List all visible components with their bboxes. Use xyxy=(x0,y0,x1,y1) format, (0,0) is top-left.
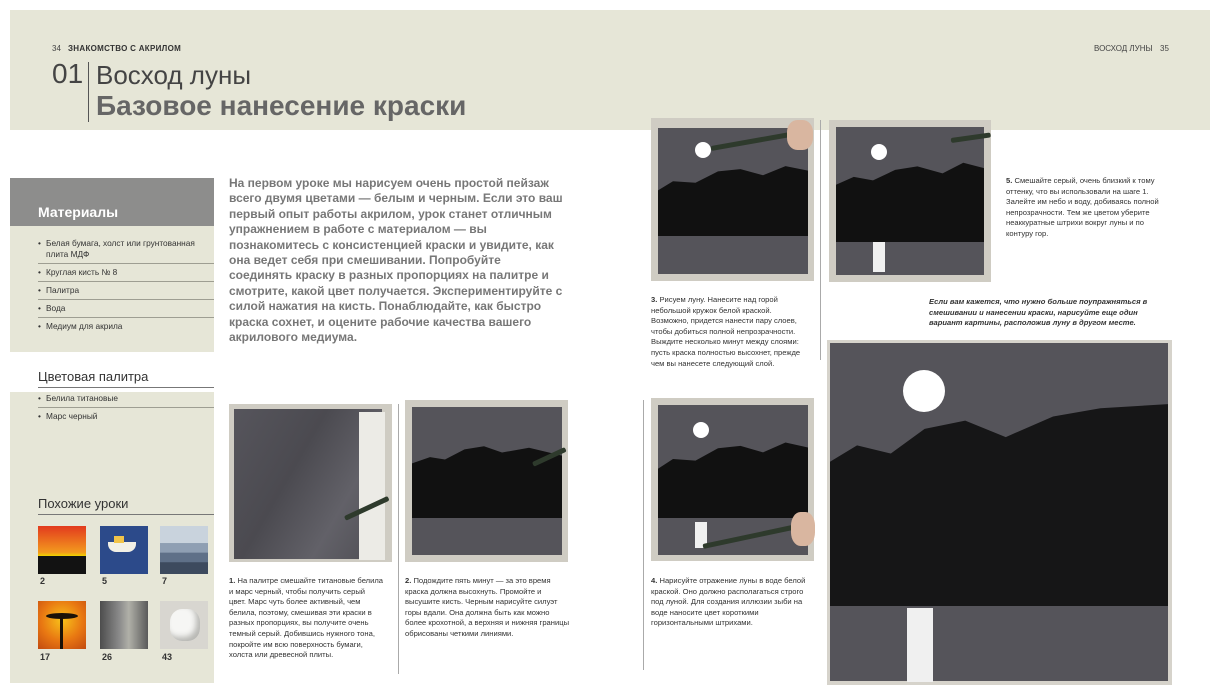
palette-list xyxy=(38,393,214,425)
moon xyxy=(871,144,887,160)
related-number: 2 xyxy=(40,576,46,586)
boat-thumb[interactable] xyxy=(100,526,148,574)
tip-text: Если вам кажется, что нужно больше поупражняться в смешивании и нанесении краски, нарисуйте еще один вариант картины, расположив луну в другом месте. xyxy=(929,297,1148,328)
column-divider xyxy=(643,400,644,670)
intro-text: На первом уроке мы нарисуем очень простой пейзаж всего двумя цветами — белым и черным. Если это ваш первый опыт работы акрилом, урок станет отличным упражнением в работе с материалом — вы познакомитесь с консистенцией краски и увидите, как она ведет себя при смешивании. Попробуйте соединять краску в разных пропорциях на палитре и смотрите, какой цвет получается. Экспериментируйте с силой нажатия на кисть. Понаблюдайте, как быстро краска сохнет, и оцените рабочие качества вашего акрилового медиума. xyxy=(229,176,563,345)
final-painting-photo xyxy=(827,340,1172,685)
related-number: 43 xyxy=(162,652,173,662)
moon xyxy=(903,370,945,412)
step-5-photo xyxy=(829,120,991,282)
lesson-number: 01 xyxy=(52,58,84,89)
white-object xyxy=(170,609,200,641)
related-rule xyxy=(38,514,214,515)
boat-cabin xyxy=(114,536,124,543)
left-running-head: ЗНАКОМСТВО С АКРИЛОМ xyxy=(68,44,182,53)
list-item: • Палитра xyxy=(38,282,214,300)
mountains-thumb[interactable] xyxy=(160,526,208,574)
list-item: • Медиум для акрила xyxy=(38,321,123,331)
hand xyxy=(787,120,813,150)
page-title: Восход луны xyxy=(96,60,252,90)
right-page-number: 35 xyxy=(1160,44,1169,53)
list-item: • Белая бумага, холст или грунтованная плита МДФ xyxy=(38,238,214,264)
title-divider xyxy=(88,62,89,122)
materials-list xyxy=(38,238,214,335)
acacia-tree-thumb[interactable] xyxy=(38,601,86,649)
step-3-caption: 3. Рисуем луну. Нанесите над горой небольшой кружок белой краской. Возможно, придется нанести пару слоев, чтобы добиться полной непрозрачности. Выждите несколько минут между слоями: пусть краска полностью высохнет, прежде чем вы нанесете следующий слой. xyxy=(651,295,801,368)
sunset-thumb[interactable] xyxy=(38,526,86,574)
moon-reflection xyxy=(873,242,885,272)
moon-reflection xyxy=(907,608,933,682)
left-page-number: 34 xyxy=(52,44,61,53)
step-2-photo xyxy=(405,400,568,562)
right-running-head: ВОСХОД ЛУНЫ xyxy=(1094,44,1153,53)
moon xyxy=(695,142,711,158)
list-item: • Круглая кисть № 8 xyxy=(38,264,214,282)
related-number: 7 xyxy=(162,576,168,586)
related-number: 26 xyxy=(102,652,113,662)
column-divider xyxy=(398,404,399,674)
boat-shape xyxy=(108,542,136,552)
tree-trunk xyxy=(60,617,63,649)
materials-title: Материалы xyxy=(38,204,119,220)
related-number: 17 xyxy=(40,652,51,662)
hand xyxy=(791,512,815,546)
list-item: • Вода xyxy=(38,300,214,318)
step-3-photo xyxy=(651,118,814,281)
still-life-thumb[interactable] xyxy=(160,601,208,649)
list-item: • Белила титановые xyxy=(38,393,214,408)
moon xyxy=(693,422,709,438)
page-subtitle: Базовое нанесение краски xyxy=(96,90,467,121)
column-divider xyxy=(820,120,821,360)
unpainted-edge xyxy=(359,412,385,560)
step-2-caption: 2. Подождите пять минут — за это время краска должна высохнуть. Промойте и высушите кисть. Черным нарисуйте силуэт горы вдали. Она должна быть как можно более крохотной, а верхняя и нижняя границы обрисованы четкими линиями. xyxy=(405,576,570,638)
street-thumb[interactable] xyxy=(100,601,148,649)
palette-rule xyxy=(38,387,214,388)
step-5-caption: 5. Смешайте серый, очень близкий к тому оттенку, что вы использовали на шаге 1. Залейте им небо и воду, добиваясь полной непрозрачности. Тем же цветом уберите неаккуратные штрихи вокруг луны и по контуру гор. xyxy=(1006,176,1159,238)
step-1-photo xyxy=(229,404,392,562)
step-1-caption: 1. На палитре смешайте титановые белила и марс черный, чтобы получить серый цвет. Марс чуть более активный, чем белила, поэтому, смешивая эти краски в разных пропорциях, вы получите очень темный серый. Добившись нужного тона, покройте им всю поверхность бумаги, холста или древесной плиты. xyxy=(229,576,383,660)
related-number: 5 xyxy=(102,576,108,586)
list-item: • Марс черный xyxy=(38,411,98,421)
related-title: Похожие уроки xyxy=(38,496,129,511)
palette-title: Цветовая палитра xyxy=(38,369,149,384)
step-4-caption: 4. Нарисуйте отражение луны в воде белой краской. Оно должно располагаться строго под луной. Для создания иллюзии зыби на воде наносите цвет короткими горизонтальными штрихами. xyxy=(651,576,806,628)
step-4-photo xyxy=(651,398,814,561)
